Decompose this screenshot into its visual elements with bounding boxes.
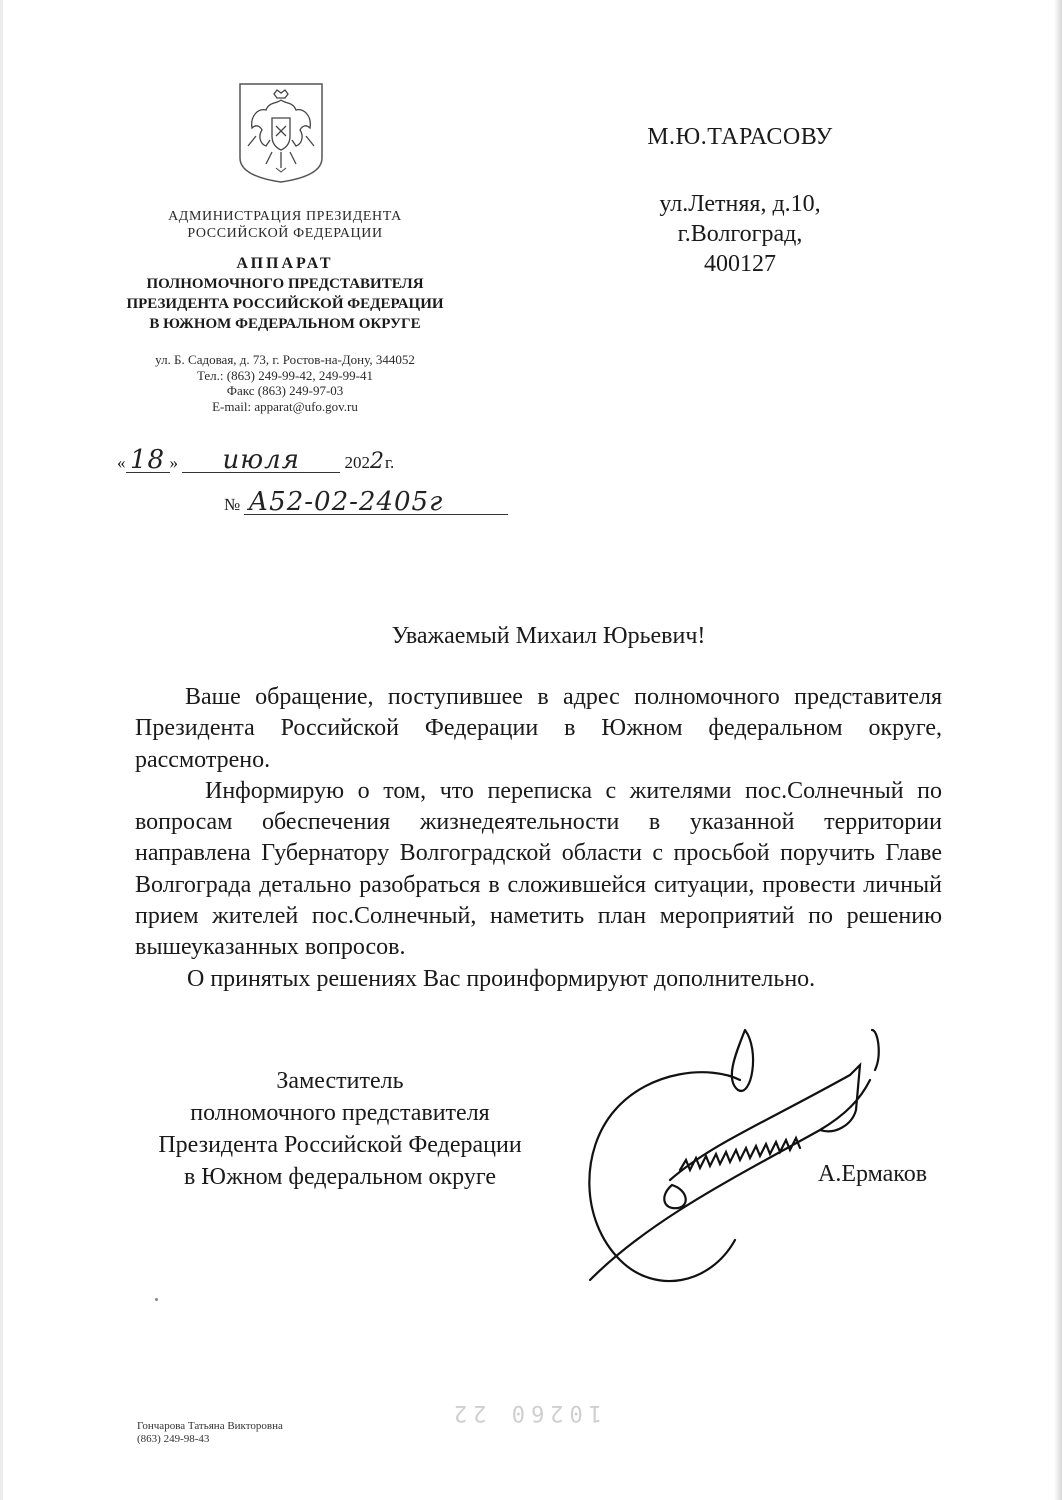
recipient-city: г.Волгоград, <box>677 221 803 247</box>
date-month: июля <box>182 448 340 473</box>
date-year-suffix: 2 <box>370 449 385 474</box>
signer-name: А.Ермаков <box>818 1161 928 1187</box>
scan-edge-right <box>1054 0 1062 1500</box>
recipient-block <box>600 124 880 279</box>
letterhead-address: ул. Б. Садовая, д. 73, г. Ростов-на-Дону, 344052 <box>155 352 415 367</box>
letter-body <box>135 682 942 995</box>
letterhead <box>100 208 470 414</box>
document-number <box>224 487 508 517</box>
document-date <box>117 445 395 475</box>
letterhead-admin-line1: АДМИНИСТРАЦИЯ ПРЕЗИДЕНТА <box>168 209 402 224</box>
date-day: 18 <box>126 448 170 473</box>
signatory-line3: Президента Российской Федерации <box>158 1132 522 1158</box>
handwritten-signature <box>560 1010 920 1300</box>
executor-note <box>137 1420 283 1446</box>
date-year-unit: г. <box>385 453 395 472</box>
number-label: № <box>224 495 241 514</box>
body-paragraph-2: Информирую о том, что переписка с жителями пос.Солнечный по вопросам обеспечения жизнедеятельности в указанной территории направлена Губернатору Волгоградской области с просьбой поручить Главе Волгограда детально разобраться в сложившейся ситуации, провести личный прием жителей пос.Солнечный, наметить план мероприятий по решению вышеуказанных вопросов. <box>135 777 942 961</box>
number-value: А52-02-2405г <box>244 490 508 515</box>
date-open-quote: « <box>117 453 126 472</box>
recipient-postcode: 400127 <box>704 251 776 277</box>
executor-name: Гончарова Татьяна Викторовна <box>137 1420 283 1432</box>
signatory-line2: полномочного представителя <box>190 1100 490 1126</box>
letterhead-rep-line3: В ЮЖНОМ ФЕДЕРАЛЬНОМ ОКРУГЕ <box>149 316 421 332</box>
signatory-line4: в Южном федеральном округе <box>183 1164 497 1190</box>
coat-of-arms-icon <box>236 80 326 185</box>
salutation: Уважаемый Михаил Юрьевич! <box>391 623 706 649</box>
letterhead-fax: Факс (863) 249-97-03 <box>226 383 344 398</box>
body-paragraph-3: О принятых решениях Вас проинформируют дополнительно. <box>187 965 816 992</box>
letterhead-admin-line2: РОССИЙСКОЙ ФЕДЕРАЦИИ <box>187 226 383 241</box>
signatory-title <box>130 1065 550 1193</box>
letterhead-phone: Тел.: (863) 249-99-42, 249-99-41 <box>196 367 374 383</box>
scan-speck <box>155 1298 158 1301</box>
letterhead-apparat: АППАРАТ <box>236 255 334 272</box>
scan-edge-left <box>0 0 3 1500</box>
registration-stamp: 10260 22 <box>448 1400 602 1425</box>
letterhead-contacts <box>100 352 470 414</box>
letterhead-rep-line2: ПРЕЗИДЕНТА РОССИЙСКОЙ ФЕДЕРАЦИИ <box>126 296 444 312</box>
recipient-name: М.Ю.ТАРАСОВУ <box>647 124 833 150</box>
date-year-prefix: 202 <box>344 453 370 472</box>
body-paragraph-1: Ваше обращение, поступившее в адрес полномочного представителя Президента Российской Федерации в Южном федеральном округе, рассмотрено. <box>135 684 942 773</box>
executor-phone: (863) 249-98-43 <box>137 1433 210 1445</box>
date-close-quote: » <box>169 453 178 472</box>
letterhead-email: E-mail: apparat@ufo.gov.ru <box>212 398 358 414</box>
signatory-line1: Заместитель <box>276 1068 404 1094</box>
letterhead-rep-line1: ПОЛНОМОЧНОГО ПРЕДСТАВИТЕЛЯ <box>146 276 424 292</box>
recipient-street: ул.Летняя, д.10, <box>659 191 821 217</box>
